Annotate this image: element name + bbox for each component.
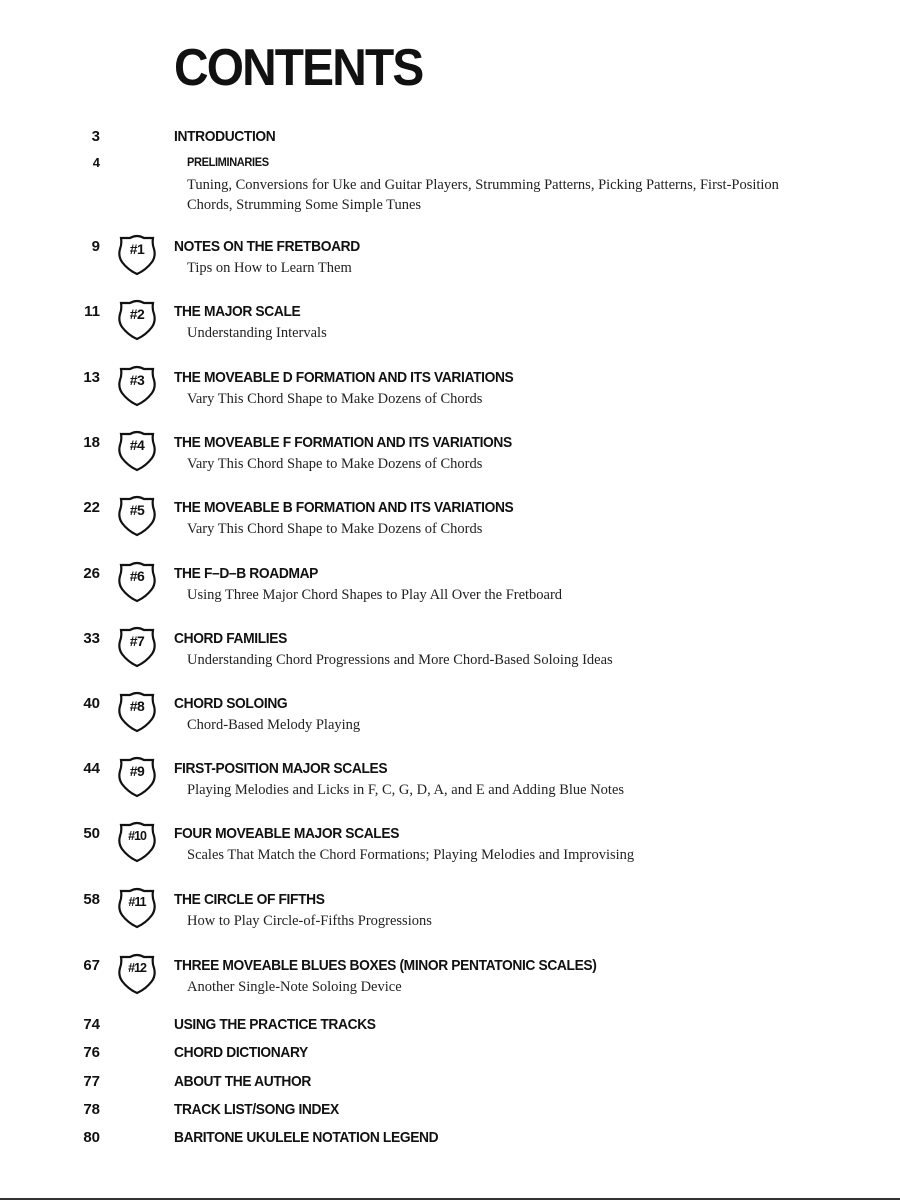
page-number: 26 xyxy=(83,565,100,582)
entry-heading: CHORD FAMILIES xyxy=(174,630,287,647)
entry-description: Playing Melodies and Licks in F, C, G, D, A, and E and Adding Blue Notes xyxy=(187,782,625,798)
entry-heading: CHORD SOLOING xyxy=(174,695,288,712)
page-number: 80 xyxy=(83,1129,100,1146)
page-number: 58 xyxy=(83,891,100,908)
entry-description: Tuning, Conversions for Uke and Guitar Players, Strumming Patterns, Picking Patterns, First-Position Chords, Strumming Some Simple Tunes xyxy=(187,177,779,213)
entry-heading: THE CIRCLE OF FIFTHS xyxy=(174,891,325,908)
shield-badge-icon: #6 xyxy=(115,559,159,603)
shield-badge-icon: #9 xyxy=(115,754,159,798)
page-number: 22 xyxy=(83,499,100,516)
shield-badge-icon: #4 xyxy=(115,428,159,472)
page-number: 3 xyxy=(91,128,100,145)
entry-heading: THE MAJOR SCALE xyxy=(174,303,301,320)
entry-heading: THE F–D–B ROADMAP xyxy=(174,565,319,582)
entry-description: Scales That Match the Chord Formations; Playing Melodies and Improvising xyxy=(187,847,635,863)
page-number: 11 xyxy=(84,303,100,320)
page-number: 50 xyxy=(83,825,100,842)
shield-badge-icon: #2 xyxy=(115,297,159,341)
shield-badge-icon: #5 xyxy=(115,493,159,537)
entry-heading: THE MOVEABLE D FORMATION AND ITS VARIATIONS xyxy=(174,369,514,386)
entry-description: Tips on How to Learn Them xyxy=(187,260,352,276)
page-title: CONTENTS xyxy=(174,39,423,97)
entry-heading: FOUR MOVEABLE MAJOR SCALES xyxy=(174,825,400,842)
entry-heading: THREE MOVEABLE BLUES BOXES (MINOR PENTATONIC SCALES) xyxy=(174,957,597,974)
page-number: 77 xyxy=(83,1073,100,1090)
shield-badge-icon: #1 xyxy=(115,232,159,276)
entry-description: Vary This Chord Shape to Make Dozens of Chords xyxy=(187,456,483,472)
shield-badge-icon: #3 xyxy=(115,363,159,407)
page-number: 78 xyxy=(83,1101,100,1118)
shield-badge-icon: #11 xyxy=(115,885,159,929)
shield-badge-icon: #12 xyxy=(115,951,159,995)
entry-heading: ABOUT THE AUTHOR xyxy=(174,1073,311,1090)
page-number: 76 xyxy=(83,1044,100,1061)
page-number: 13 xyxy=(83,369,100,386)
entry-description: Chord-Based Melody Playing xyxy=(187,717,361,733)
shield-badge-icon: #7 xyxy=(115,624,159,668)
entry-heading: CHORD DICTIONARY xyxy=(174,1044,308,1061)
entry-heading: FIRST-POSITION MAJOR SCALES xyxy=(174,760,388,777)
page-number: 33 xyxy=(83,630,100,647)
entry-heading: USING THE PRACTICE TRACKS xyxy=(174,1016,376,1033)
entry-heading: BARITONE UKULELE NOTATION LEGEND xyxy=(174,1129,439,1146)
page-number: 44 xyxy=(83,760,100,777)
shield-badge-icon: #10 xyxy=(115,819,159,863)
entry-description: Understanding Chord Progressions and More Chord-Based Soloing Ideas xyxy=(187,652,613,668)
entry-description: Vary This Chord Shape to Make Dozens of Chords xyxy=(187,391,483,407)
shield-badge-icon: #8 xyxy=(115,689,159,733)
entry-heading: PRELIMINARIES xyxy=(187,155,269,169)
page-number: 4 xyxy=(92,155,100,170)
entry-description: Using Three Major Chord Shapes to Play All Over the Fretboard xyxy=(187,587,563,603)
entry-heading: INTRODUCTION xyxy=(174,128,276,145)
entry-description: Understanding Intervals xyxy=(187,325,327,341)
page-number: 74 xyxy=(83,1016,100,1033)
page-number: 40 xyxy=(83,695,100,712)
entry-description: How to Play Circle-of-Fifths Progressions xyxy=(187,913,432,929)
page-number: 67 xyxy=(83,957,100,974)
page-number: 9 xyxy=(91,238,100,255)
page-number: 18 xyxy=(83,434,100,451)
entry-heading: NOTES ON THE FRETBOARD xyxy=(174,238,360,255)
entry-description: Vary This Chord Shape to Make Dozens of Chords xyxy=(187,521,483,537)
entry-description: Another Single-Note Soloing Device xyxy=(187,979,402,995)
entry-heading: TRACK LIST/SONG INDEX xyxy=(174,1101,339,1118)
entry-heading: THE MOVEABLE F FORMATION AND ITS VARIATIONS xyxy=(174,434,512,451)
entry-heading: THE MOVEABLE B FORMATION AND ITS VARIATIONS xyxy=(174,499,514,516)
